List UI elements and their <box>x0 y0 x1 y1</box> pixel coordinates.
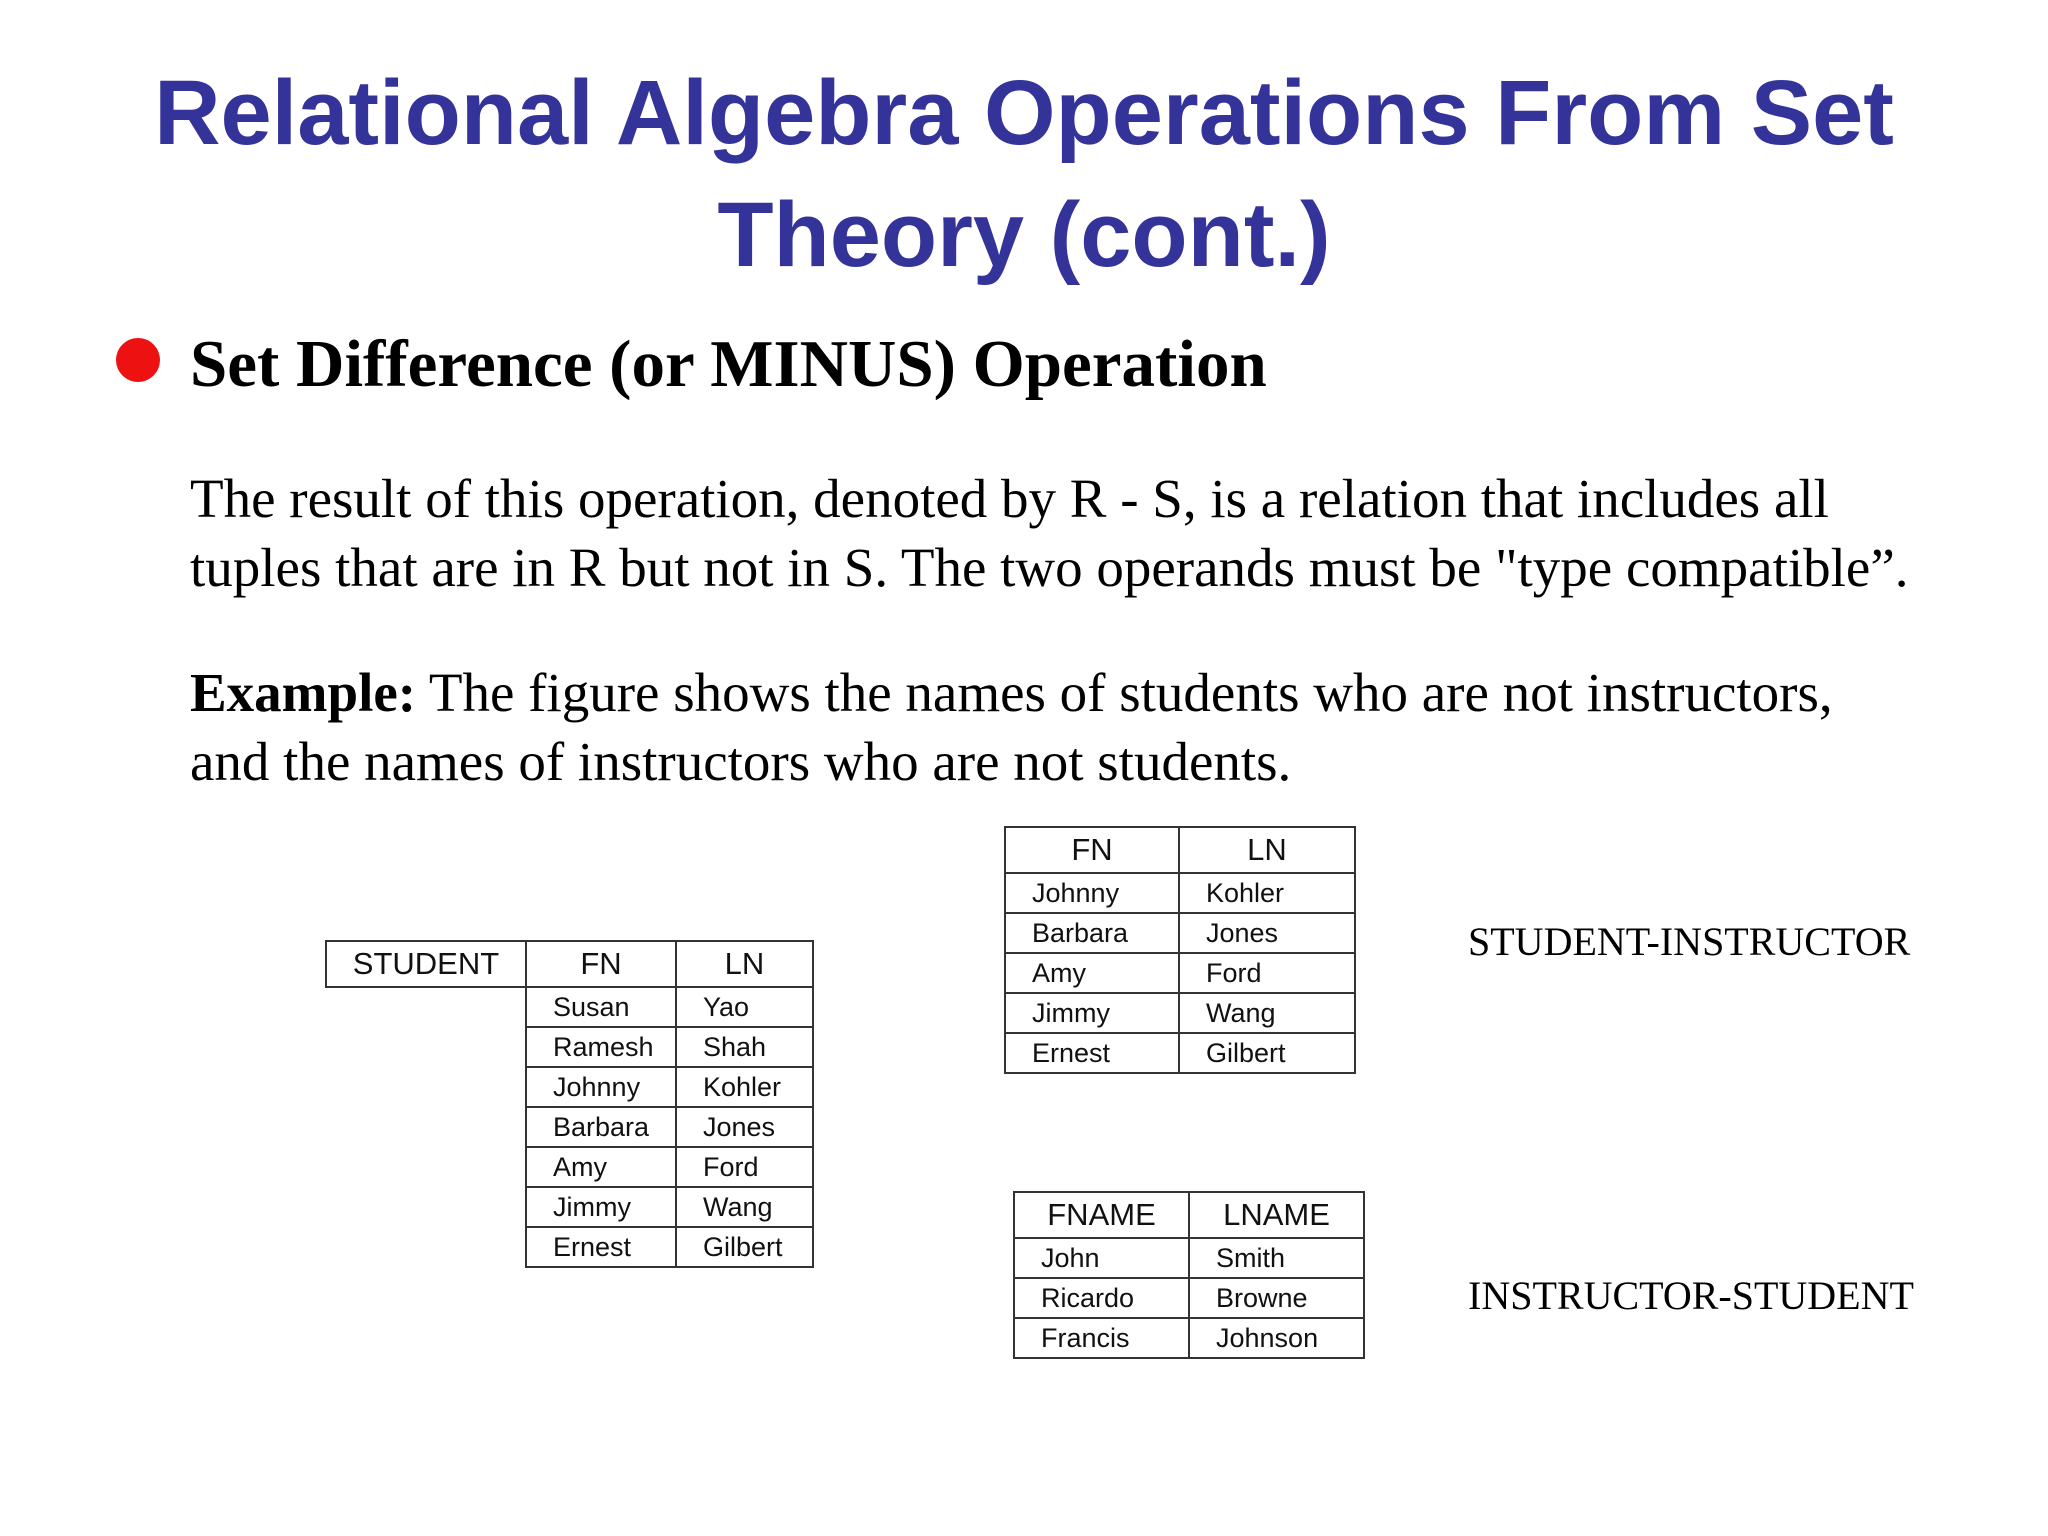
definition-line-2: tuples that are in R but not in S. The two operands must be "type compatible”. <box>190 537 1909 598</box>
bullet-heading: Set Difference (or MINUS) Operation <box>190 327 1267 401</box>
example-line-1-text: The figure shows the names of students who are not instructors, <box>416 662 1833 723</box>
table-cell: Ford <box>1179 953 1355 993</box>
si-header-row <box>1005 827 1355 873</box>
table-cell: Susan <box>526 987 676 1027</box>
table-row <box>1005 913 1355 953</box>
table-cell: Kohler <box>676 1067 813 1107</box>
is-header-fname: FNAME <box>1014 1192 1189 1238</box>
table-cell: Kohler <box>1179 873 1355 913</box>
student-header-fn: FN <box>526 941 676 987</box>
table-cell: Wang <box>1179 993 1355 1033</box>
table-cell: Jimmy <box>526 1187 676 1227</box>
table-cell: Gilbert <box>676 1227 813 1267</box>
si-header-fn: FN <box>1005 827 1179 873</box>
table-cell: Gilbert <box>1179 1033 1355 1073</box>
table-cell: Wang <box>676 1187 813 1227</box>
table-cell: Barbara <box>1005 913 1179 953</box>
table-row <box>326 1147 813 1187</box>
table-row <box>326 987 813 1027</box>
table-cell: Browne <box>1189 1278 1364 1318</box>
instructor-minus-student-table <box>1013 1191 1365 1359</box>
table-row <box>1005 953 1355 993</box>
example-line-1 <box>190 658 2030 727</box>
slide-title-line-2: Theory (cont.) <box>717 184 1331 286</box>
table-cell: Ramesh <box>526 1027 676 1067</box>
si-header-ln: LN <box>1179 827 1355 873</box>
table-row <box>1005 993 1355 1033</box>
table-cell: Amy <box>1005 953 1179 993</box>
table-cell: Barbara <box>526 1107 676 1147</box>
example-label: Example: <box>190 662 417 723</box>
table-cell: Jones <box>676 1107 813 1147</box>
table-cell: Smith <box>1189 1238 1364 1278</box>
table-cell: Ernest <box>526 1227 676 1267</box>
table-row <box>1014 1278 1364 1318</box>
table-row <box>1005 873 1355 913</box>
student-relation-name: STUDENT <box>326 941 526 987</box>
table-cell: John <box>1014 1238 1189 1278</box>
definition-paragraph <box>190 464 2030 602</box>
table-row <box>326 1187 813 1227</box>
example-paragraph <box>190 658 2030 796</box>
table-row <box>1014 1318 1364 1358</box>
slide-title <box>0 52 2048 296</box>
table-cell: Johnny <box>526 1067 676 1107</box>
table-cell: Johnson <box>1189 1318 1364 1358</box>
table-cell: Ford <box>676 1147 813 1187</box>
table-row <box>326 1027 813 1067</box>
table-row <box>1014 1238 1364 1278</box>
table-row <box>326 1107 813 1147</box>
instructor-minus-student-label: INSTRUCTOR-STUDENT <box>1468 1273 1914 1318</box>
table-cell: Shah <box>676 1027 813 1067</box>
student-minus-instructor-label: STUDENT-INSTRUCTOR <box>1468 919 1911 964</box>
table-cell: Jimmy <box>1005 993 1179 1033</box>
student-table-header-row <box>326 941 813 987</box>
student-header-ln: LN <box>676 941 813 987</box>
is-header-lname: LNAME <box>1189 1192 1364 1238</box>
table-cell: Johnny <box>1005 873 1179 913</box>
definition-line-1: The result of this operation, denoted by R - S, is a relation that includes all <box>190 468 1829 529</box>
table-cell: Jones <box>1179 913 1355 953</box>
student-minus-instructor-table <box>1004 826 1356 1074</box>
table-cell: Yao <box>676 987 813 1027</box>
table-cell: Ricardo <box>1014 1278 1189 1318</box>
is-header-row <box>1014 1192 1364 1238</box>
table-cell: Francis <box>1014 1318 1189 1358</box>
table-row <box>326 1227 813 1267</box>
table-row <box>1005 1033 1355 1073</box>
table-cell: Amy <box>526 1147 676 1187</box>
student-table <box>325 940 814 1268</box>
slide-title-line-1: Relational Algebra Operations From Set <box>154 62 1894 164</box>
table-cell: Ernest <box>1005 1033 1179 1073</box>
example-line-2: and the names of instructors who are not students. <box>190 731 1292 792</box>
bullet-dot-icon <box>116 338 160 382</box>
table-row <box>326 1067 813 1107</box>
